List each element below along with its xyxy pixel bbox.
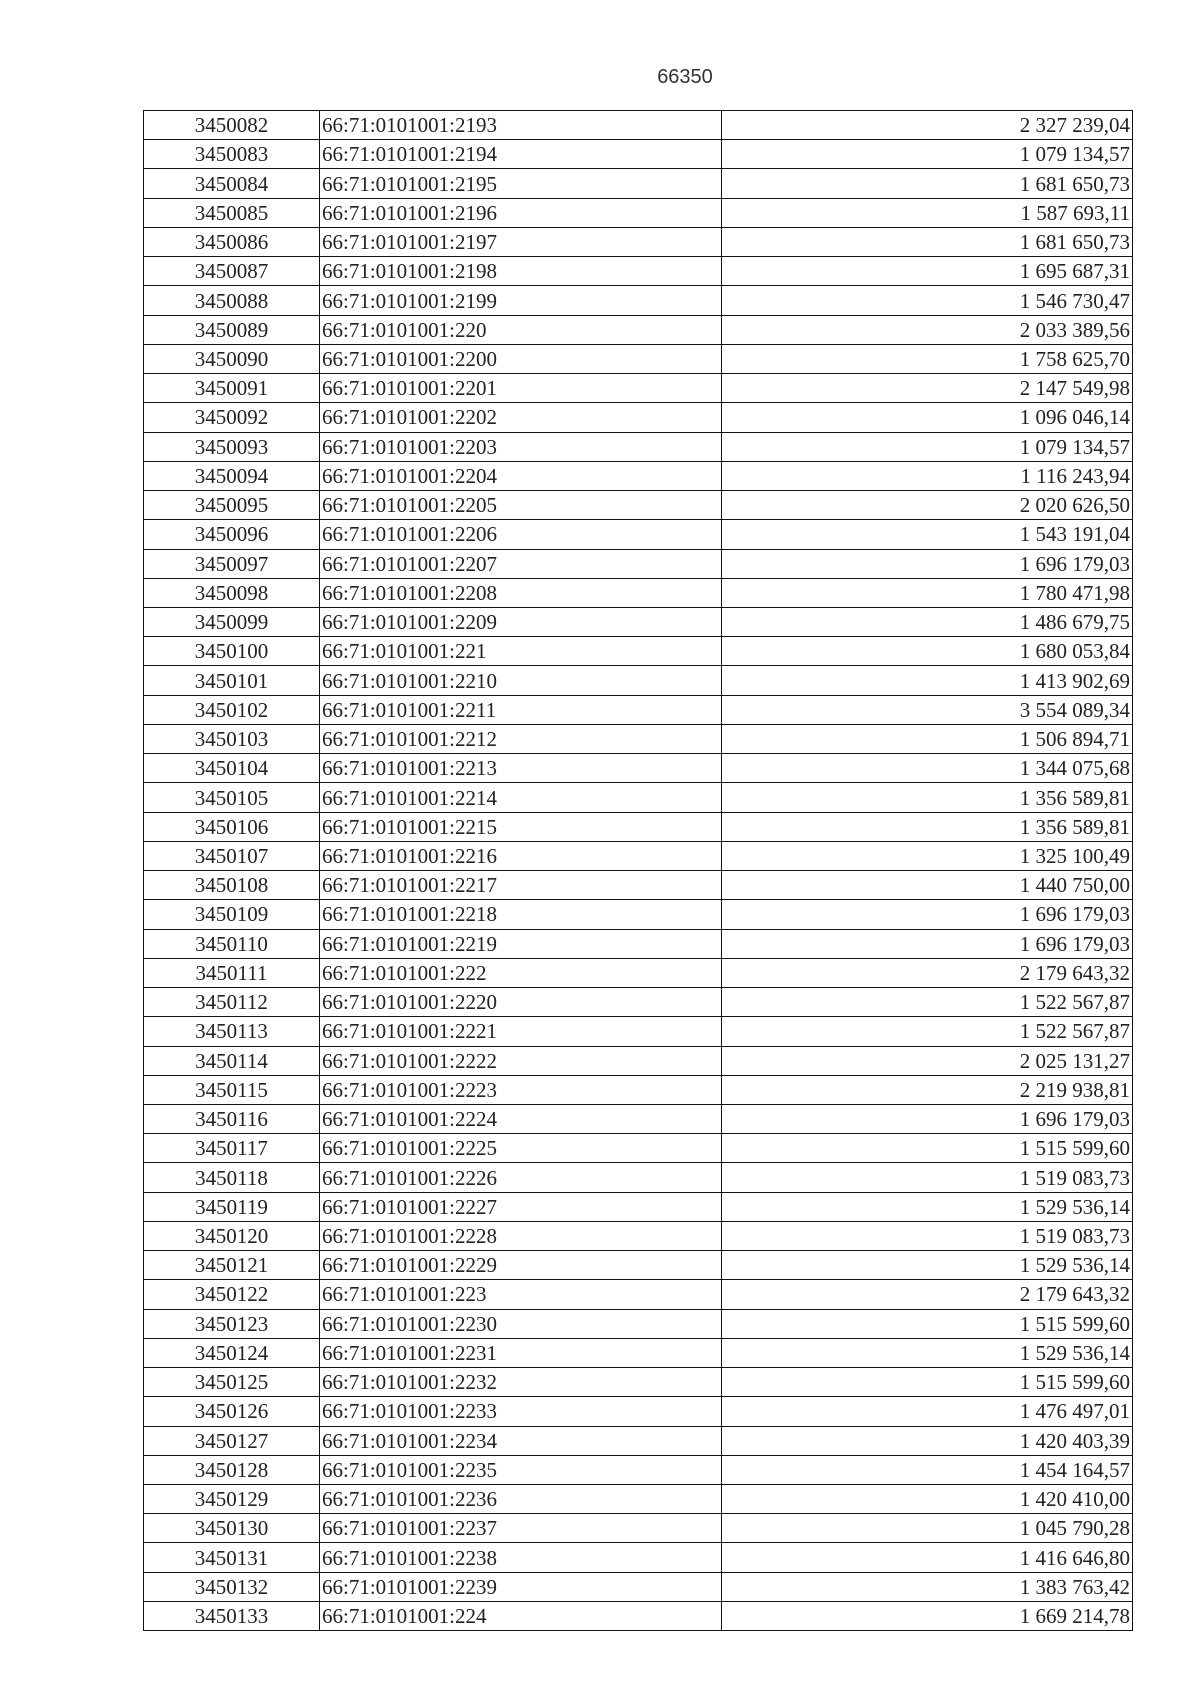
table-row xyxy=(144,754,1133,783)
cadastral-value-cell: 2 219 938,81 xyxy=(722,1075,1133,1104)
cadastral-value-cell: 1 045 790,28 xyxy=(722,1514,1133,1543)
row-number-cell: 3450093 xyxy=(144,432,320,461)
cadastral-value-cell: 1 096 046,14 xyxy=(722,403,1133,432)
row-number-cell: 3450125 xyxy=(144,1368,320,1397)
cadastral-number-cell: 66:71:0101001:2200 xyxy=(320,344,722,373)
row-number-cell: 3450101 xyxy=(144,666,320,695)
table-row xyxy=(144,461,1133,490)
cadastral-number-cell: 66:71:0101001:2194 xyxy=(320,140,722,169)
table-row xyxy=(144,491,1133,520)
row-number-cell: 3450110 xyxy=(144,929,320,958)
row-number-cell: 3450098 xyxy=(144,578,320,607)
cadastral-value-cell: 2 147 549,98 xyxy=(722,374,1133,403)
cadastral-value-cell: 1 440 750,00 xyxy=(722,871,1133,900)
table-row xyxy=(144,841,1133,870)
cadastral-value-cell: 1 780 471,98 xyxy=(722,578,1133,607)
table-row xyxy=(144,666,1133,695)
row-number-cell: 3450090 xyxy=(144,344,320,373)
table-row xyxy=(144,783,1133,812)
cadastral-value-cell: 1 681 650,73 xyxy=(722,227,1133,256)
row-number-cell: 3450129 xyxy=(144,1485,320,1514)
cadastral-number-cell: 66:71:0101001:224 xyxy=(320,1601,722,1630)
table-row xyxy=(144,549,1133,578)
cadastral-number-cell: 66:71:0101001:2220 xyxy=(320,988,722,1017)
row-number-cell: 3450085 xyxy=(144,198,320,227)
row-number-cell: 3450102 xyxy=(144,695,320,724)
row-number-cell: 3450123 xyxy=(144,1309,320,1338)
cadastral-value-cell: 1 543 191,04 xyxy=(722,520,1133,549)
table-row xyxy=(144,637,1133,666)
cadastral-number-cell: 66:71:0101001:223 xyxy=(320,1280,722,1309)
row-number-cell: 3450096 xyxy=(144,520,320,549)
row-number-cell: 3450120 xyxy=(144,1221,320,1250)
cadastral-number-cell: 66:71:0101001:2213 xyxy=(320,754,722,783)
table-row xyxy=(144,1455,1133,1484)
cadastral-number-cell: 66:71:0101001:222 xyxy=(320,958,722,987)
table-row xyxy=(144,344,1133,373)
cadastral-value-cell: 1 506 894,71 xyxy=(722,724,1133,753)
table-row xyxy=(144,988,1133,1017)
cadastral-value-cell: 1 529 536,14 xyxy=(722,1338,1133,1367)
row-number-cell: 3450103 xyxy=(144,724,320,753)
cadastral-number-cell: 66:71:0101001:2216 xyxy=(320,841,722,870)
row-number-cell: 3450089 xyxy=(144,315,320,344)
row-number-cell: 3450095 xyxy=(144,491,320,520)
cadastral-value-cell: 1 515 599,60 xyxy=(722,1309,1133,1338)
table-row xyxy=(144,1192,1133,1221)
cadastral-value-cell: 1 413 902,69 xyxy=(722,666,1133,695)
cadastral-value-cell: 2 179 643,32 xyxy=(722,1280,1133,1309)
cadastral-number-cell: 66:71:0101001:2196 xyxy=(320,198,722,227)
row-number-cell: 3450104 xyxy=(144,754,320,783)
row-number-cell: 3450114 xyxy=(144,1046,320,1075)
row-number-cell: 3450113 xyxy=(144,1017,320,1046)
cadastral-number-cell: 66:71:0101001:2239 xyxy=(320,1572,722,1601)
cadastral-value-cell: 1 116 243,94 xyxy=(722,461,1133,490)
row-number-cell: 3450130 xyxy=(144,1514,320,1543)
table-row xyxy=(144,900,1133,929)
row-number-cell: 3450097 xyxy=(144,549,320,578)
cadastral-value-cell: 1 079 134,57 xyxy=(722,432,1133,461)
cadastral-value-cell: 2 033 389,56 xyxy=(722,315,1133,344)
table-row xyxy=(144,140,1133,169)
cadastral-number-cell: 66:71:0101001:2238 xyxy=(320,1543,722,1572)
cadastral-value-cell: 1 587 693,11 xyxy=(722,198,1133,227)
row-number-cell: 3450100 xyxy=(144,637,320,666)
cadastral-number-cell: 66:71:0101001:2236 xyxy=(320,1485,722,1514)
table-row xyxy=(144,432,1133,461)
cadastral-number-cell: 66:71:0101001:2201 xyxy=(320,374,722,403)
row-number-cell: 3450099 xyxy=(144,607,320,636)
cadastral-number-cell: 66:71:0101001:2226 xyxy=(320,1163,722,1192)
row-number-cell: 3450107 xyxy=(144,841,320,870)
table-row xyxy=(144,1338,1133,1367)
table-row xyxy=(144,1309,1133,1338)
row-number-cell: 3450087 xyxy=(144,257,320,286)
cadastral-number-cell: 66:71:0101001:2233 xyxy=(320,1397,722,1426)
cadastral-number-cell: 66:71:0101001:2197 xyxy=(320,227,722,256)
cadastral-number-cell: 66:71:0101001:2207 xyxy=(320,549,722,578)
cadastral-value-table xyxy=(143,110,1133,1631)
row-number-cell: 3450083 xyxy=(144,140,320,169)
table-row xyxy=(144,1104,1133,1133)
table-body xyxy=(144,111,1133,1631)
table-row xyxy=(144,257,1133,286)
cadastral-value-cell: 1 522 567,87 xyxy=(722,1017,1133,1046)
cadastral-number-cell: 66:71:0101001:2214 xyxy=(320,783,722,812)
table-row xyxy=(144,1221,1133,1250)
table-row xyxy=(144,198,1133,227)
table-row xyxy=(144,374,1133,403)
cadastral-value-cell: 1 696 179,03 xyxy=(722,549,1133,578)
cadastral-value-cell: 1 420 410,00 xyxy=(722,1485,1133,1514)
cadastral-number-cell: 66:71:0101001:2234 xyxy=(320,1426,722,1455)
cadastral-value-cell: 3 554 089,34 xyxy=(722,695,1133,724)
table-row xyxy=(144,929,1133,958)
cadastral-value-cell: 1 696 179,03 xyxy=(722,1104,1133,1133)
table-row xyxy=(144,1514,1133,1543)
cadastral-number-cell: 66:71:0101001:221 xyxy=(320,637,722,666)
row-number-cell: 3450116 xyxy=(144,1104,320,1133)
cadastral-value-cell: 2 020 626,50 xyxy=(722,491,1133,520)
cadastral-value-cell: 1 454 164,57 xyxy=(722,1455,1133,1484)
cadastral-value-cell: 1 758 625,70 xyxy=(722,344,1133,373)
table-row xyxy=(144,724,1133,753)
row-number-cell: 3450109 xyxy=(144,900,320,929)
row-number-cell: 3450126 xyxy=(144,1397,320,1426)
row-number-cell: 3450086 xyxy=(144,227,320,256)
row-number-cell: 3450132 xyxy=(144,1572,320,1601)
table-row xyxy=(144,1601,1133,1630)
cadastral-number-cell: 66:71:0101001:2232 xyxy=(320,1368,722,1397)
cadastral-value-cell: 1 515 599,60 xyxy=(722,1134,1133,1163)
row-number-cell: 3450122 xyxy=(144,1280,320,1309)
cadastral-value-cell: 1 669 214,78 xyxy=(722,1601,1133,1630)
cadastral-number-cell: 66:71:0101001:2212 xyxy=(320,724,722,753)
row-number-cell: 3450115 xyxy=(144,1075,320,1104)
row-number-cell: 3450108 xyxy=(144,871,320,900)
cadastral-number-cell: 66:71:0101001:2215 xyxy=(320,812,722,841)
cadastral-value-cell: 1 522 567,87 xyxy=(722,988,1133,1017)
row-number-cell: 3450127 xyxy=(144,1426,320,1455)
cadastral-value-cell: 1 486 679,75 xyxy=(722,607,1133,636)
cadastral-value-cell: 1 515 599,60 xyxy=(722,1368,1133,1397)
cadastral-number-cell: 66:71:0101001:2224 xyxy=(320,1104,722,1133)
cadastral-number-cell: 66:71:0101001:2229 xyxy=(320,1251,722,1280)
cadastral-value-cell: 1 546 730,47 xyxy=(722,286,1133,315)
cadastral-value-cell: 1 529 536,14 xyxy=(722,1251,1133,1280)
cadastral-value-cell: 1 344 075,68 xyxy=(722,754,1133,783)
table-row xyxy=(144,520,1133,549)
cadastral-number-cell: 66:71:0101001:2209 xyxy=(320,607,722,636)
cadastral-value-cell: 1 420 403,39 xyxy=(722,1426,1133,1455)
cadastral-value-cell: 1 416 646,80 xyxy=(722,1543,1133,1572)
cadastral-number-cell: 66:71:0101001:2228 xyxy=(320,1221,722,1250)
table-row xyxy=(144,1046,1133,1075)
cadastral-value-cell: 1 325 100,49 xyxy=(722,841,1133,870)
row-number-cell: 3450131 xyxy=(144,1543,320,1572)
table-row xyxy=(144,695,1133,724)
cadastral-value-cell: 2 025 131,27 xyxy=(722,1046,1133,1075)
cadastral-value-cell: 1 519 083,73 xyxy=(722,1221,1133,1250)
table-row xyxy=(144,1075,1133,1104)
cadastral-number-cell: 66:71:0101001:2199 xyxy=(320,286,722,315)
table-row xyxy=(144,1163,1133,1192)
table-row xyxy=(144,111,1133,140)
row-number-cell: 3450106 xyxy=(144,812,320,841)
row-number-cell: 3450133 xyxy=(144,1601,320,1630)
table-row xyxy=(144,1251,1133,1280)
cadastral-value-cell: 1 681 650,73 xyxy=(722,169,1133,198)
table-row xyxy=(144,1280,1133,1309)
cadastral-number-cell: 66:71:0101001:2230 xyxy=(320,1309,722,1338)
table-row xyxy=(144,403,1133,432)
table-row xyxy=(144,812,1133,841)
row-number-cell: 3450119 xyxy=(144,1192,320,1221)
cadastral-number-cell: 66:71:0101001:2221 xyxy=(320,1017,722,1046)
cadastral-value-cell: 1 383 763,42 xyxy=(722,1572,1133,1601)
table-row xyxy=(144,1485,1133,1514)
cadastral-number-cell: 66:71:0101001:2235 xyxy=(320,1455,722,1484)
row-number-cell: 3450117 xyxy=(144,1134,320,1163)
cadastral-number-cell: 66:71:0101001:2223 xyxy=(320,1075,722,1104)
cadastral-value-cell: 1 529 536,14 xyxy=(722,1192,1133,1221)
cadastral-number-cell: 66:71:0101001:2202 xyxy=(320,403,722,432)
cadastral-number-cell: 66:71:0101001:2219 xyxy=(320,929,722,958)
cadastral-value-cell: 2 179 643,32 xyxy=(722,958,1133,987)
row-number-cell: 3450128 xyxy=(144,1455,320,1484)
table-row xyxy=(144,169,1133,198)
table-row xyxy=(144,315,1133,344)
cadastral-number-cell: 66:71:0101001:2211 xyxy=(320,695,722,724)
cadastral-value-cell: 1 079 134,57 xyxy=(722,140,1133,169)
table-row xyxy=(144,1134,1133,1163)
cadastral-number-cell: 66:71:0101001:2205 xyxy=(320,491,722,520)
row-number-cell: 3450091 xyxy=(144,374,320,403)
row-number-cell: 3450094 xyxy=(144,461,320,490)
cadastral-value-cell: 1 356 589,81 xyxy=(722,812,1133,841)
table-row xyxy=(144,1426,1133,1455)
cadastral-number-cell: 66:71:0101001:2225 xyxy=(320,1134,722,1163)
cadastral-value-cell: 1 519 083,73 xyxy=(722,1163,1133,1192)
table-row xyxy=(144,607,1133,636)
cadastral-number-cell: 66:71:0101001:2208 xyxy=(320,578,722,607)
cadastral-number-cell: 66:71:0101001:2203 xyxy=(320,432,722,461)
page-number: 66350 xyxy=(657,66,713,88)
cadastral-number-cell: 66:71:0101001:2218 xyxy=(320,900,722,929)
row-number-cell: 3450088 xyxy=(144,286,320,315)
cadastral-number-cell: 66:71:0101001:2204 xyxy=(320,461,722,490)
table-row xyxy=(144,1572,1133,1601)
cadastral-value-cell: 1 680 053,84 xyxy=(722,637,1133,666)
table-row xyxy=(144,958,1133,987)
cadastral-number-cell: 66:71:0101001:2210 xyxy=(320,666,722,695)
cadastral-value-cell: 1 695 687,31 xyxy=(722,257,1133,286)
cadastral-number-cell: 66:71:0101001:2198 xyxy=(320,257,722,286)
cadastral-number-cell: 66:71:0101001:2193 xyxy=(320,111,722,140)
table-row xyxy=(144,1397,1133,1426)
table-row xyxy=(144,578,1133,607)
cadastral-value-cell: 1 476 497,01 xyxy=(722,1397,1133,1426)
cadastral-number-cell: 66:71:0101001:2222 xyxy=(320,1046,722,1075)
row-number-cell: 3450111 xyxy=(144,958,320,987)
table-row xyxy=(144,1368,1133,1397)
cadastral-number-cell: 66:71:0101001:2206 xyxy=(320,520,722,549)
cadastral-number-cell: 66:71:0101001:2227 xyxy=(320,1192,722,1221)
table-row xyxy=(144,871,1133,900)
cadastral-value-cell: 1 696 179,03 xyxy=(722,900,1133,929)
table-row xyxy=(144,1017,1133,1046)
row-number-cell: 3450084 xyxy=(144,169,320,198)
table-row xyxy=(144,1543,1133,1572)
cadastral-value-cell: 1 356 589,81 xyxy=(722,783,1133,812)
row-number-cell: 3450092 xyxy=(144,403,320,432)
cadastral-number-cell: 66:71:0101001:2237 xyxy=(320,1514,722,1543)
cadastral-value-cell: 2 327 239,04 xyxy=(722,111,1133,140)
row-number-cell: 3450105 xyxy=(144,783,320,812)
row-number-cell: 3450082 xyxy=(144,111,320,140)
row-number-cell: 3450121 xyxy=(144,1251,320,1280)
cadastral-value-cell: 1 696 179,03 xyxy=(722,929,1133,958)
row-number-cell: 3450118 xyxy=(144,1163,320,1192)
cadastral-number-cell: 66:71:0101001:2231 xyxy=(320,1338,722,1367)
cadastral-number-cell: 66:71:0101001:220 xyxy=(320,315,722,344)
table-row xyxy=(144,286,1133,315)
cadastral-number-cell: 66:71:0101001:2217 xyxy=(320,871,722,900)
row-number-cell: 3450124 xyxy=(144,1338,320,1367)
row-number-cell: 3450112 xyxy=(144,988,320,1017)
cadastral-number-cell: 66:71:0101001:2195 xyxy=(320,169,722,198)
table-row xyxy=(144,227,1133,256)
